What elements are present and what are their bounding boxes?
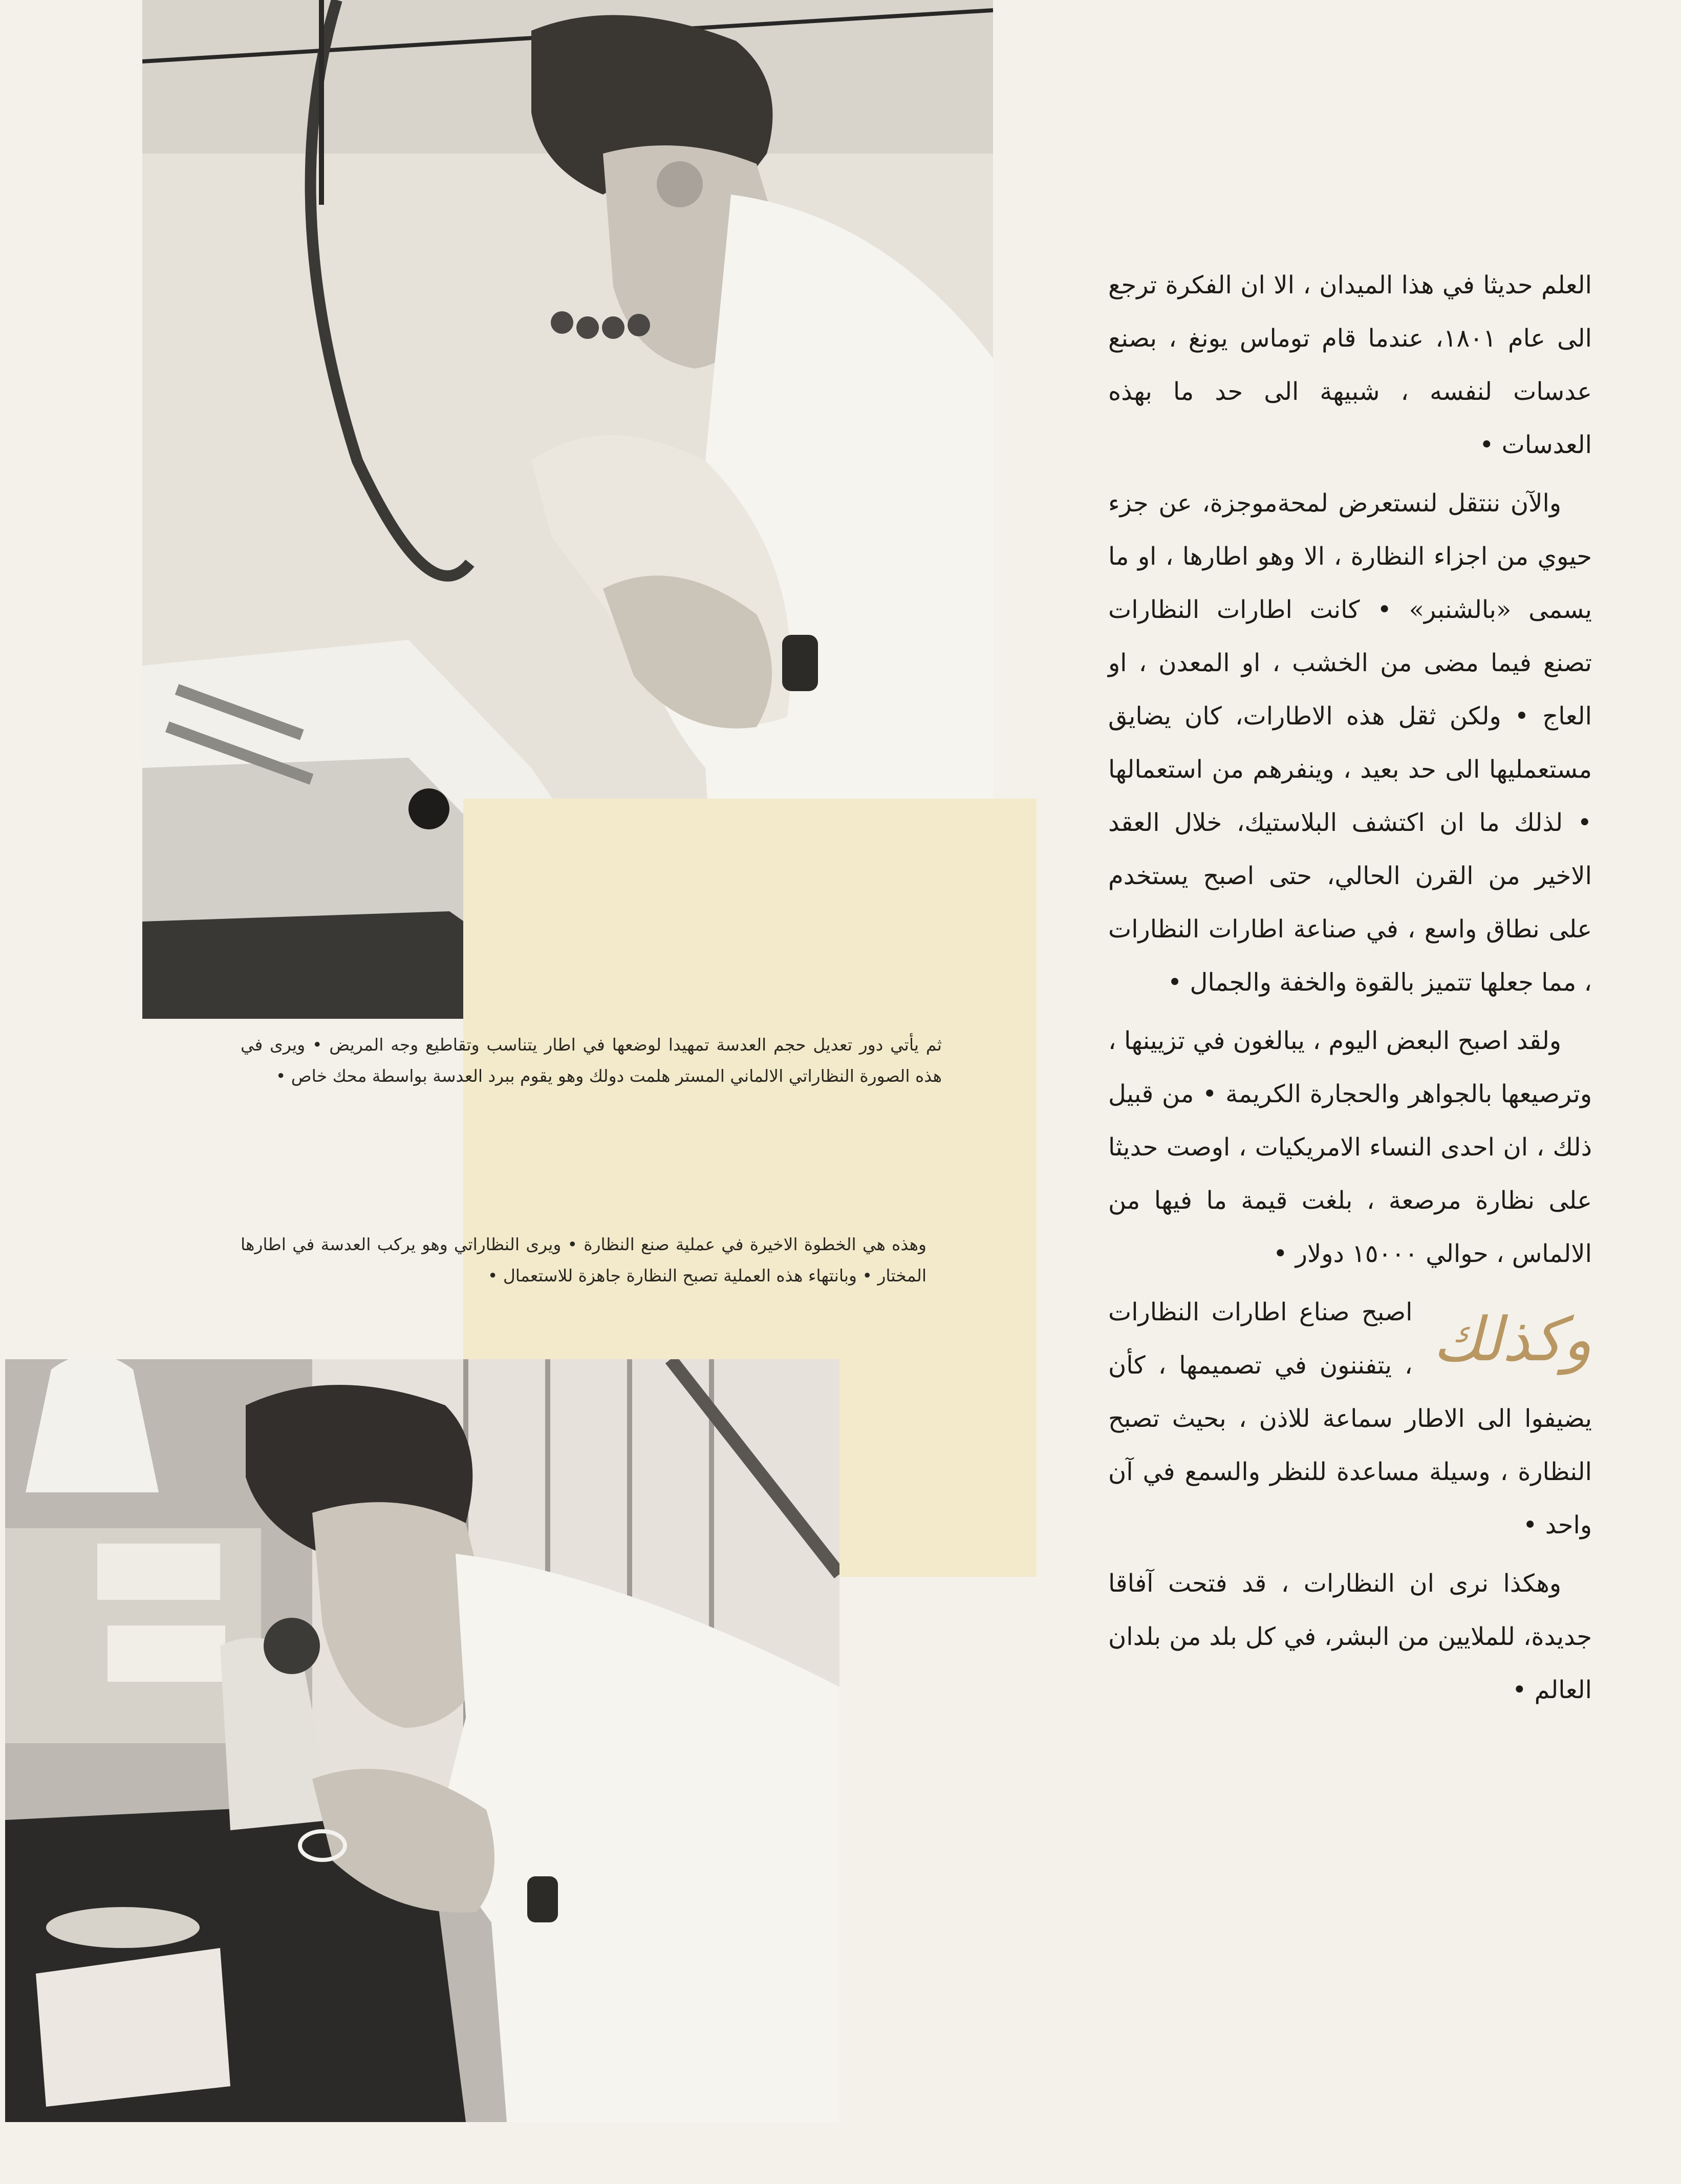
- photo-caption-top: ثم يأتي دور تعديل حجم العدسة تمهيدا لوضعها في اطار يتناسب وتقاطيع وجه المريض • ويرى في هذه الصورة النظاراتي الالماني المستر هلمت دولك وهو يقوم ببرد العدسة بواسطة محك خاص •: [241, 1035, 942, 1086]
- photo-optician-fitting-lens: [5, 1359, 839, 2122]
- article-paragraph-5: وهكذا نرى ان النظارات ، قد فتحت آفاقا جديدة، للملايين من البشر، في كل بلد من بلدان العالم •: [1108, 1569, 1592, 1704]
- photo-caption-bottom: وهذه هي الخطوة الاخيرة في عملية صنع النظارة • ويرى النظاراتي وهو يركب العدسة في اطارها المختار • وبانتهاء هذه العملية تصبح النظارة جاهزة للاستعمال •: [241, 1234, 926, 1286]
- article-paragraph-1: العلم حديثا في هذا الميدان ، الا ان الفكرة ترجع الى عام ١٨٠١، عندما قام توماس يونغ ، بصنع عدسات لنفسه ، شبيهة الى حد ما بهذه العدسات •: [1108, 271, 1592, 459]
- article-paragraph-4: اصبح صناع اطارات النظارات ، يتفننون في تصميمها ، كأن يضيفوا الى الاطار سماعة للاذن ، بحيث تصبح النظارة ، وسيلة مساعدة للنظر والسمع في آن واحد •: [1108, 1298, 1592, 1539]
- article-paragraph-3: ولقد اصبح البعض اليوم ، يبالغون في تزيينها ، وترصيعها بالجواهر والحجارة الكريمة • من قبيل ذلك ، ان احدى النساء الامريكيات ، اوصت حديثا على نظارة مرصعة ، بلغت قيمة ما فيها من الالماس ، حوالي ١٥٠٠٠ دولار •: [1108, 1026, 1592, 1268]
- article-paragraph-2: والآن ننتقل لنستعرض لمحةموجزة، عن جزء حيوي من اجزاء النظارة ، الا وهو اطارها ، او ما يسمى «بالشنبر» • كانت اطارات النظارات تصنع فيما مضى من الخشب ، او المعدن ، او العاج • ولكن ثقل هذه الاطارات، كان يضايق مستعمليها الى حد بعيد ، وينفرهم من استعمالها • لذلك ما ان اكتشف البلاستيك، خلال العقد الاخير من القرن الحالي، حتى اصبح يستخدم على نطاق واسع ، في صناعة اطارات النظارات ، مما جعلها تتميز بالقوة والخفة والجمال •: [1108, 489, 1592, 997]
- article-body: [1108, 259, 1592, 1722]
- article-paragraph-4-block: [1108, 1286, 1592, 1557]
- drop-cap-word: وكذلك: [1433, 1304, 1592, 1375]
